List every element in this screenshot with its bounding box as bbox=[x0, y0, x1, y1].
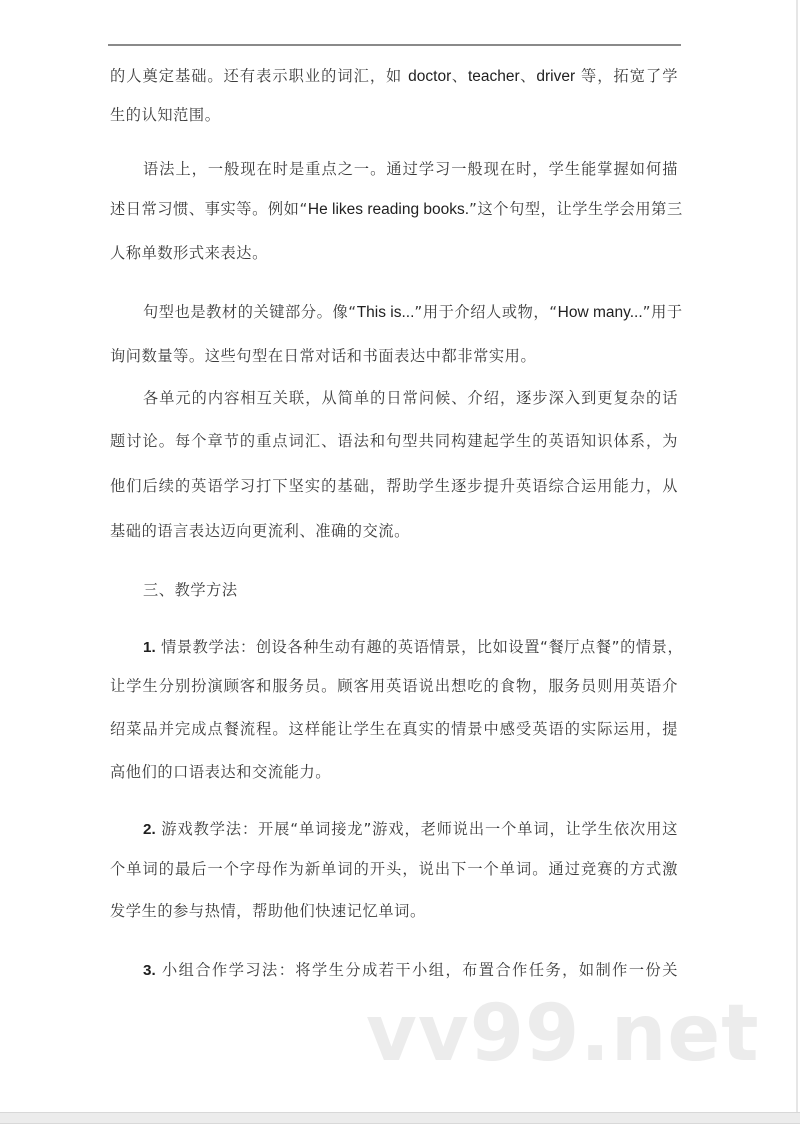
text-line: 个单词的最后一个字母作为新单词的开头，说出下一个单词。通过竞赛的方式激 bbox=[110, 860, 678, 878]
text-line: 3. 小组合作学习法：将学生分成若干小组，布置合作任务，如制作一份关 bbox=[143, 961, 678, 979]
list-number: 2. bbox=[143, 821, 156, 838]
text-line: 高他们的口语表达和交流能力。 bbox=[110, 763, 332, 781]
text-line: 语法上，一般现在时是重点之一。通过学习一般现在时，学生能掌握如何描 bbox=[143, 160, 678, 178]
text-line: 发学生的参与热情，帮助他们快速记忆单词。 bbox=[110, 902, 426, 920]
text-line: 的人奠定基础。还有表示职业的词汇，如 doctor、teacher、driver 等，拓宽了学 bbox=[110, 67, 678, 85]
text-line: 生的认知范围。 bbox=[110, 106, 221, 124]
text-line: 题讨论。每个章节的重点词汇、语法和句型共同构建起学生的英语知识体系，为 bbox=[110, 432, 678, 450]
text-line: 2. 游戏教学法：开展“单词接龙”游戏，老师说出一个单词，让学生依次用这 bbox=[143, 820, 678, 838]
text-line: 句型也是教材的关键部分。像“This is...”用于介绍人或物，“How many...”用于 bbox=[143, 303, 683, 321]
next-page-top bbox=[0, 1124, 800, 1137]
text-line: 述日常习惯、事实等。例如“He likes reading books.”这个句型，让学生学会用第三 bbox=[110, 200, 683, 218]
text-line: 询问数量等。这些句型在日常对话和书面表达中都非常实用。 bbox=[110, 347, 537, 365]
text-line: 人称单数形式来表达。 bbox=[110, 244, 268, 262]
header-rule bbox=[108, 44, 681, 46]
watermark: vv99.net bbox=[366, 989, 760, 1079]
text-line: 他们后续的英语学习打下坚实的基础，帮助学生逐步提升英语综合运用能力，从 bbox=[110, 477, 678, 495]
text-line: 让学生分别扮演顾客和服务员。顾客用英语说出想吃的食物，服务员则用英语介 bbox=[110, 677, 678, 695]
page-edge bbox=[796, 0, 798, 1137]
list-number: 3. bbox=[143, 962, 156, 979]
text-line: 绍菜品并完成点餐流程。这样能让学生在真实的情景中感受英语的实际运用，提 bbox=[110, 720, 678, 738]
text-line: 1. 情景教学法：创设各种生动有趣的英语情景，比如设置“餐厅点餐”的情景， bbox=[143, 638, 684, 656]
page-separator-bar bbox=[0, 1112, 800, 1124]
section-heading: 三、教学方法 bbox=[143, 581, 238, 599]
text-line: 各单元的内容相互关联，从简单的日常问候、介绍，逐步深入到更复杂的话 bbox=[143, 389, 678, 407]
text-line: 基础的语言表达迈向更流利、准确的交流。 bbox=[110, 522, 410, 540]
list-number: 1. bbox=[143, 639, 156, 656]
